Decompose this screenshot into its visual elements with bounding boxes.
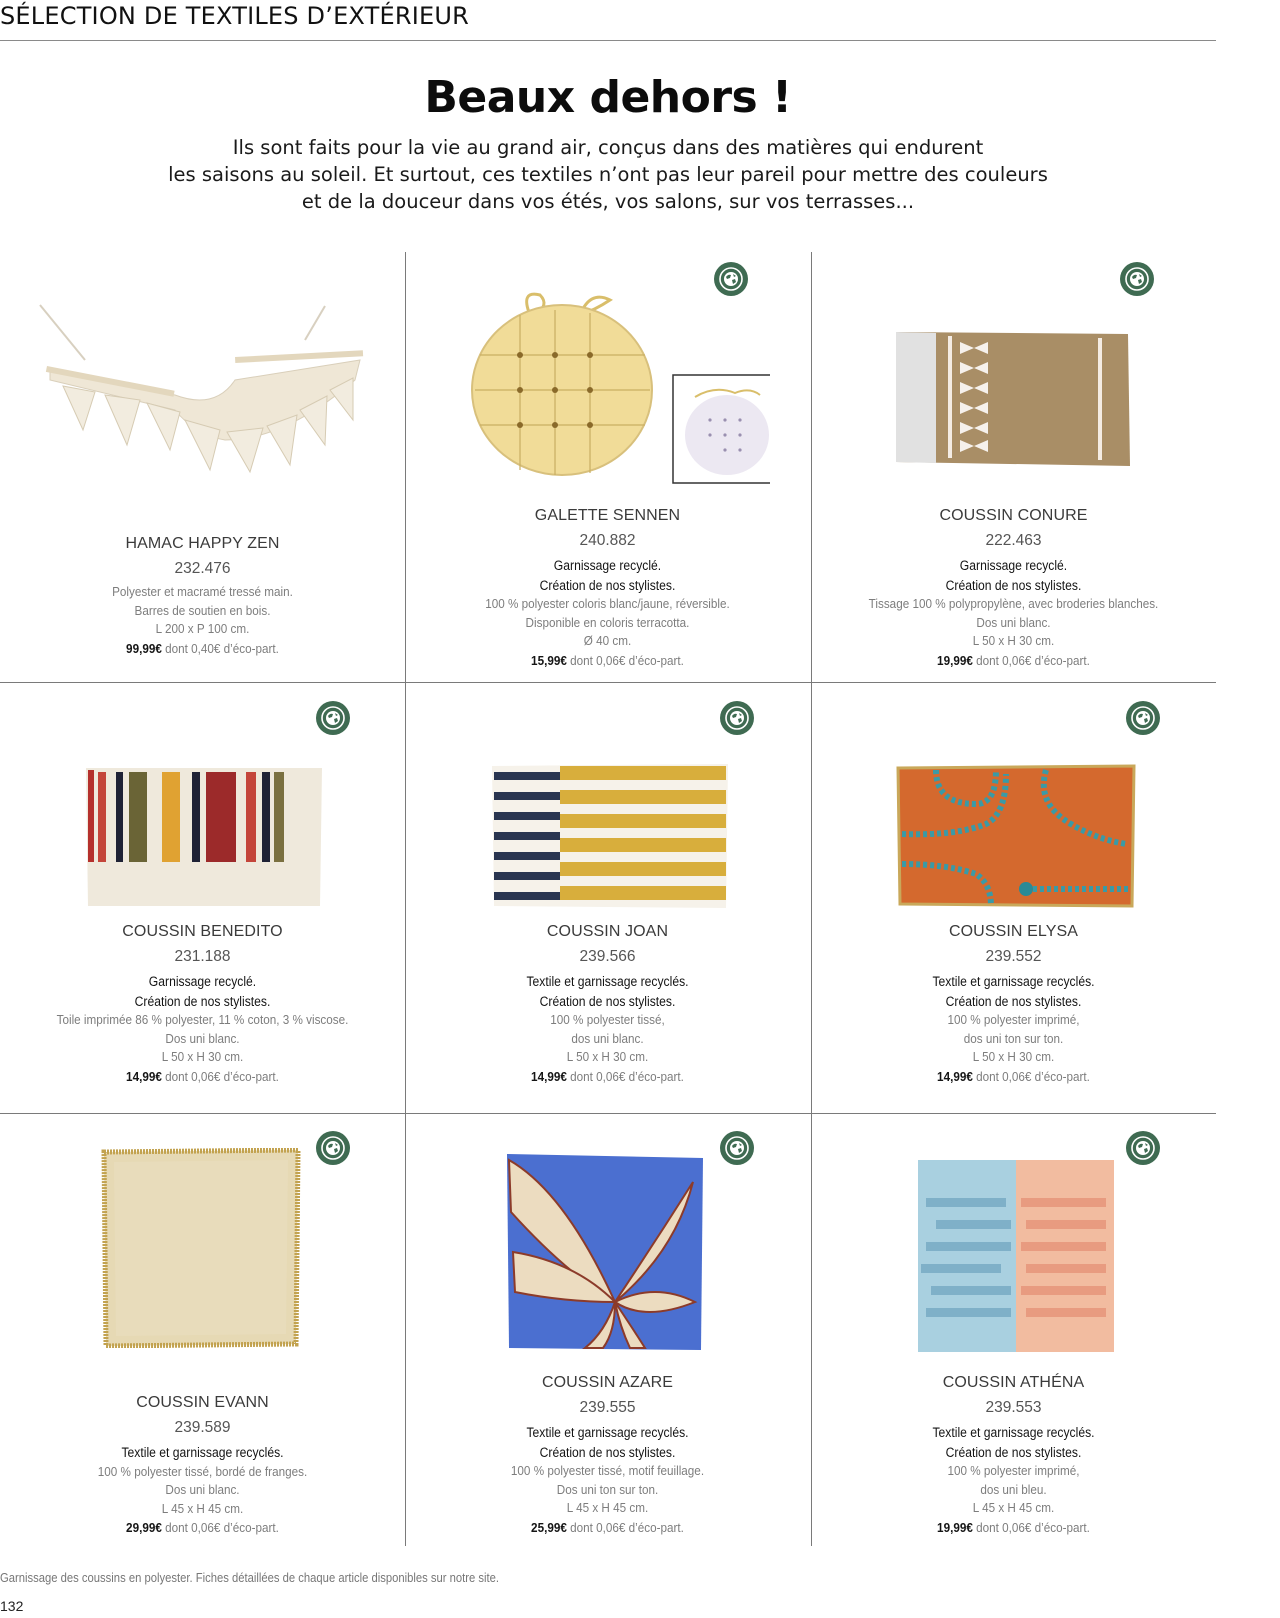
eco-responsible-globe-icon [316,701,350,735]
product-dimensions: L 50 x H 30 cm. [972,633,1055,648]
grid-divider [0,682,1216,683]
product-price: 99,99€ [126,640,162,656]
product-reference: 231.188 [174,948,231,965]
product-info [405,1373,810,1537]
product-description: dos uni ton sur ton. [963,1030,1064,1046]
product-name: HAMAC HAPPY ZEN [125,535,280,552]
product-description: Dos uni ton sur ton. [556,1481,659,1497]
product-highlight: Création de nos stylistes. [539,993,676,1009]
grid-divider [405,252,406,1546]
product-price: 25,99€ [531,1519,567,1535]
header-divider [0,40,1216,41]
product-description: 100 % polyester imprimé, [947,1012,1080,1027]
product-description: Barres de soutien en bois. [134,602,271,618]
eco-responsible-globe-icon [1126,701,1160,735]
product-dimensions: L 45 x H 45 cm. [161,1500,244,1516]
product-price: 14,99€ [126,1068,162,1084]
product-price-line [425,651,790,670]
blue-leaf-cushion-image [505,1152,705,1352]
product-reference: 239.552 [985,948,1042,965]
product-highlight: Création de nos stylistes. [539,1444,676,1460]
intro-paragraph [0,134,1216,215]
product-description: Dos uni blanc. [165,1030,240,1046]
product-description: 100 % polyester coloris blanc/jaune, réversible. [485,596,730,611]
product-highlight: Textile et garnissage recyclés. [932,974,1095,989]
product-dimensions: L 45 x H 45 cm. [566,1500,649,1515]
product-description: Dos uni blanc. [976,614,1051,630]
product-highlight: Textile et garnissage recyclés. [526,1425,689,1440]
product-price-line [831,651,1196,670]
hammock-image [35,300,365,480]
product-price: 19,99€ [937,1519,973,1535]
product-description: 100 % polyester tissé, [550,1012,665,1027]
product-highlight: Création de nos stylistes. [945,577,1082,593]
product-reference: 239.566 [579,948,636,965]
product-highlight: Textile et garnissage recyclés. [932,1425,1095,1440]
eco-responsible-globe-icon [316,1131,350,1165]
product-dimensions: Ø 40 cm. [583,633,632,648]
product-dimensions: L 45 x H 45 cm. [972,1500,1055,1515]
grid-divider [811,252,812,1546]
product-price: 29,99€ [126,1520,162,1535]
product-reference: 222.463 [985,532,1042,549]
product-reference: 239.555 [579,1399,636,1416]
yellow-navy-stripe-cushion-image [490,762,730,910]
product-description: 100 % polyester tissé, bordé de franges. [97,1463,308,1479]
product-highlight: Création de nos stylistes. [134,993,271,1009]
blue-pink-geometric-cushion-image [916,1158,1116,1354]
product-info [0,1393,405,1537]
page-headline: Beaux dehors ! [424,72,792,123]
product-price-line [20,1067,385,1086]
product-dimensions: L 50 x H 30 cm. [972,1049,1055,1064]
product-info [811,506,1216,670]
product-description: Tissage 100 % polypropylène, avec broderies blanches. [868,596,1159,611]
product-highlight: Garnissage recyclé. [553,558,662,573]
product-reference: 239.589 [174,1419,231,1436]
eco-responsible-globe-icon [1120,262,1154,296]
eco-part: dont 0,06€ d’éco-part. [165,1520,279,1535]
product-highlight: Création de nos stylistes. [539,577,676,593]
eco-part: dont 0,06€ d’éco-part. [570,1068,684,1084]
product-info [405,922,810,1086]
eco-responsible-globe-icon [720,701,754,735]
product-name: GALETTE SENNEN [534,507,681,524]
product-description: Toile imprimée 86 % polyester, 11 % coton, 3 % viscose. [56,1012,349,1027]
product-dimensions: L 50 x H 30 cm. [566,1049,649,1064]
product-description: dos uni bleu. [980,1481,1047,1497]
product-price-line [20,639,385,658]
product-price-line [20,1518,385,1537]
eco-part: dont 0,06€ d’éco-part. [570,1519,684,1535]
woven-cushion-image [892,330,1132,470]
eco-part: dont 0,06€ d’éco-part. [976,652,1090,668]
product-highlight: Création de nos stylistes. [945,1444,1082,1460]
intro-line: Ils sont faits pour la vie au grand air, conçus dans des matières qui endurent [232,136,984,159]
product-price-line [831,1067,1196,1086]
round-seat-cushion-image [470,285,770,485]
product-price-line [425,1518,790,1537]
product-name: COUSSIN JOAN [546,923,669,940]
product-price: 19,99€ [937,652,973,668]
product-description: 100 % polyester imprimé, [947,1463,1080,1478]
product-description: Disponible en coloris terracotta. [525,614,690,630]
product-description: 100 % polyester tissé, motif feuillage. [510,1463,705,1478]
product-name: COUSSIN AZARE [541,1374,674,1391]
product-highlight: Textile et garnissage recyclés. [121,1445,284,1460]
intro-line: et de la douceur dans vos étés, vos salons, sur vos terrasses... [301,190,915,213]
fringed-beige-cushion-image [100,1148,302,1348]
product-info [405,506,810,670]
product-info [0,922,405,1086]
product-description: dos uni blanc. [571,1030,644,1046]
eco-part: dont 0,06€ d’éco-part. [976,1519,1090,1535]
grid-divider [0,1113,1216,1114]
eco-part: dont 0,40€ d’éco-part. [165,640,279,656]
orange-snake-cushion-image [896,764,1136,908]
product-reference: 239.553 [985,1399,1042,1416]
section-title: SÉLECTION DE TEXTILES D’EXTÉRIEUR [0,2,470,30]
product-name: COUSSIN BENEDITO [122,923,283,940]
eco-part: dont 0,06€ d’éco-part. [570,652,684,668]
product-name: COUSSIN CONURE [939,507,1088,524]
product-info [811,1373,1216,1537]
product-dimensions: L 200 x P 100 cm. [155,621,250,636]
footer-note: Garnissage des coussins en polyester. Fiches détaillées de chaque article disponibles sur notre site. [0,1571,500,1585]
product-highlight: Textile et garnissage recyclés. [526,974,689,989]
product-description: Polyester et macramé tressé main. [112,584,293,599]
intro-line: les saisons au soleil. Et surtout, ces textiles n’ont pas leur pareil pour mettre des couleurs [168,163,1048,186]
eco-responsible-globe-icon [1126,1131,1160,1165]
eco-part: dont 0,06€ d’éco-part. [976,1068,1090,1084]
product-name: COUSSIN EVANN [136,1394,269,1411]
product-reference: 232.476 [174,560,231,577]
page-number: 132 [0,1598,24,1614]
product-price: 14,99€ [937,1068,973,1084]
product-name: COUSSIN ELYSA [948,923,1079,940]
product-info [811,922,1216,1086]
product-highlight: Garnissage recyclé. [959,558,1068,573]
eco-responsible-globe-icon [720,1131,754,1165]
product-price: 14,99€ [531,1068,567,1084]
product-reference: 240.882 [579,532,636,549]
product-highlight: Création de nos stylistes. [945,993,1082,1009]
product-price-line [831,1518,1196,1537]
product-highlight: Garnissage recyclé. [148,974,257,989]
product-price: 15,99€ [531,652,567,668]
product-dimensions: L 50 x H 30 cm. [161,1049,244,1064]
product-price-line [425,1067,790,1086]
product-description: Dos uni blanc. [165,1482,240,1497]
product-info [0,534,405,658]
striped-cushion-image [84,766,324,908]
product-name: COUSSIN ATHÉNA [942,1374,1085,1391]
eco-part: dont 0,06€ d’éco-part. [165,1068,279,1084]
